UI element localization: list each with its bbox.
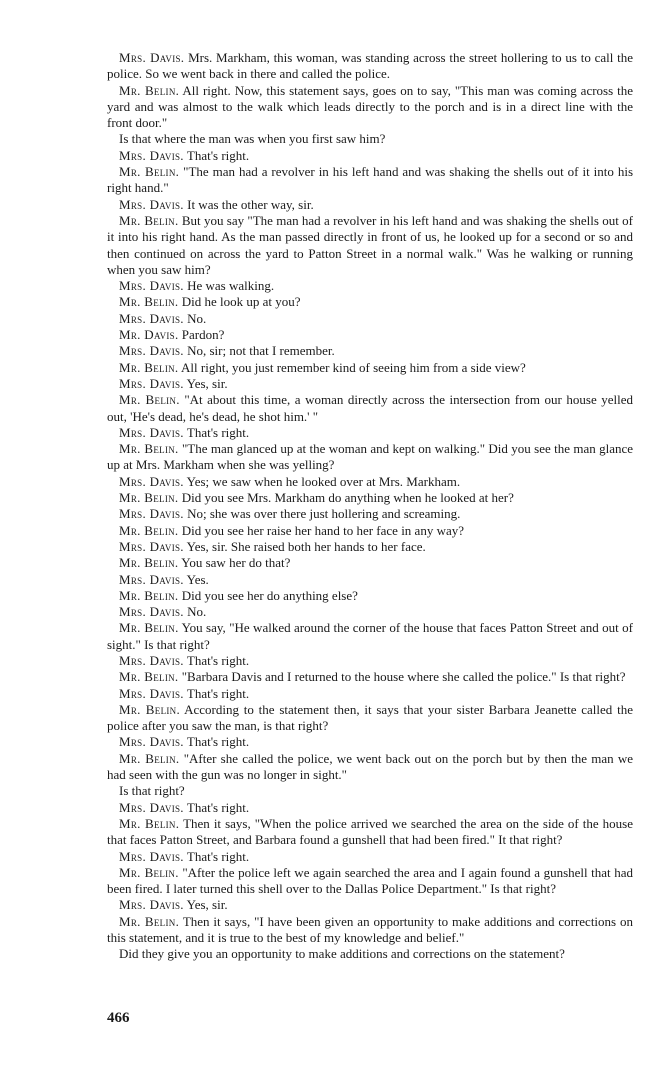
transcript-paragraph (107, 506, 633, 522)
paragraph-text: Yes, sir. (186, 375, 228, 391)
paragraph-text: He was walking. (187, 278, 275, 294)
speaker-label: Mrs. Davis. (119, 538, 184, 554)
paragraph-text: Yes, sir. (186, 897, 228, 913)
speaker-label: Mr. Belin. (119, 701, 181, 717)
paragraph-text: Yes. (186, 571, 209, 587)
paragraph-text: Yes; we saw when he looked over at Mrs. Markham. (186, 473, 461, 489)
paragraph-text: No; she was over there just hollering and screaming. (187, 506, 461, 522)
speaker-label: Mr. Belin. (119, 620, 179, 636)
transcript-paragraph (107, 294, 633, 310)
paragraph-text: But you say "The man had a revolver in his left hand and was shaking the shells out of it into his right hand. As the man passed directly in front of us, he looked up for a second or so and then continued on across the yard to Patton Street in a normal walk." Was he walking or running when you saw him? (107, 212, 633, 277)
transcript-paragraph (107, 441, 633, 474)
transcript-paragraph (107, 800, 633, 816)
transcript-paragraph (107, 197, 633, 213)
transcript-body (107, 50, 633, 963)
paragraph-text: Is that right? (119, 783, 185, 799)
transcript-paragraph (107, 751, 633, 784)
paragraph-text: That's right. (186, 652, 250, 668)
transcript-paragraph (107, 360, 633, 376)
transcript-paragraph (107, 686, 633, 702)
speaker-label: Mrs. Davis. (119, 50, 185, 65)
speaker-label: Mr. Belin. (119, 587, 179, 603)
speaker-label: Mrs. Davis. (119, 343, 184, 359)
paragraph-text: That's right. (186, 424, 250, 440)
transcript-paragraph (107, 946, 633, 962)
paragraph-text: Pardon? (181, 327, 225, 343)
speaker-label: Mrs. Davis. (119, 506, 184, 522)
page-number: 466 (107, 1010, 130, 1026)
paragraph-text: Did they give you an opportunity to make additions and corrections on the statement? (119, 946, 565, 962)
paragraph-text: "After she called the police, we went back out on the porch but by then the man we had seen with the gun was no longer in sight." (107, 750, 633, 783)
paragraph-text: "The man had a revolver in his left hand and was shaking the shells out of it into his right hand." (107, 164, 634, 196)
speaker-label: Mrs. Davis. (119, 375, 184, 391)
paragraph-text: That's right. (186, 147, 250, 163)
paragraph-text: Yes, sir. She raised both her hands to her face. (186, 538, 426, 554)
paragraph-text: It was the other way, sir. (187, 196, 314, 212)
speaker-label: Mr. Belin. (119, 913, 180, 929)
transcript-paragraph (107, 164, 633, 197)
transcript-paragraph (107, 213, 633, 278)
transcript-paragraph (107, 669, 633, 685)
paragraph-text: That's right. (186, 799, 250, 815)
transcript-paragraph (107, 278, 633, 294)
speaker-label: Mr. Belin. (119, 212, 179, 228)
transcript-paragraph (107, 702, 633, 735)
paragraph-text: That's right. (186, 685, 250, 701)
paragraph-text: Is that where the man was when you first saw him? (119, 131, 386, 147)
transcript-paragraph (107, 474, 633, 490)
transcript-paragraph (107, 425, 633, 441)
speaker-label: Mr. Belin. (119, 490, 179, 506)
speaker-label: Mrs. Davis. (119, 473, 184, 489)
transcript-paragraph (107, 620, 633, 653)
paragraph-text: "The man glanced up at the woman and kept on walking." Did you see the man glance up at Mrs. Markham when she was yelling? (107, 441, 634, 473)
speaker-label: Mr. Belin. (119, 815, 180, 831)
speaker-label: Mr. Belin. (119, 164, 180, 180)
speaker-label: Mrs. Davis. (119, 734, 184, 750)
transcript-paragraph (107, 327, 633, 343)
transcript-paragraph (107, 83, 633, 132)
speaker-label: Mr. Belin. (119, 441, 179, 457)
paragraph-text: According to the statement then, it says that your sister Barbara Jeanette called the police after you saw the man, is that right? (107, 701, 633, 734)
speaker-label: Mrs. Davis. (119, 685, 184, 701)
speaker-label: Mr. Belin. (119, 750, 180, 766)
paragraph-text: All right, you just remember kind of seeing him from a side view? (181, 359, 526, 375)
speaker-label: Mr. Davis. (119, 327, 179, 343)
paragraph-text: No. (187, 310, 207, 326)
paragraph-text: Did you see Mrs. Markham do anything when he looked at her? (181, 490, 514, 506)
speaker-label: Mr. Belin. (119, 522, 179, 538)
transcript-paragraph (107, 50, 633, 83)
speaker-label: Mrs. Davis. (119, 799, 184, 815)
transcript-paragraph (107, 311, 633, 327)
paragraph-text: That's right. (186, 848, 250, 864)
speaker-label: Mrs. Davis. (119, 604, 184, 620)
transcript-paragraph (107, 555, 633, 571)
speaker-label: Mrs. Davis. (119, 424, 184, 440)
paragraph-text: No. (187, 604, 207, 620)
transcript-paragraph (107, 376, 633, 392)
paragraph-text: Mrs. Markham, this woman, was standing across the street hollering to us to call the police. So we went back in there and called the police. (107, 50, 633, 82)
transcript-paragraph (107, 588, 633, 604)
transcript-paragraph (107, 734, 633, 750)
speaker-label: Mrs. Davis. (119, 196, 184, 212)
speaker-label: Mr. Belin. (119, 864, 179, 880)
paragraph-text: All right. Now, this statement says, goes on to say, "This man was coming across the yard and was almost to the walk which leads directly to the porch and is in a direct line with the front door." (107, 82, 633, 131)
speaker-label: Mr. Belin. (119, 82, 180, 98)
paragraph-text: "At about this time, a woman directly across the intersection from our house yelled out, 'He's dead, he's dead, he shot him.' " (107, 392, 634, 424)
paragraph-text: You say, "He walked around the corner of the house that faces Patton Street and out of sight." Is that right? (107, 620, 633, 652)
transcript-paragraph (107, 523, 633, 539)
paragraph-text: Then it says, "When the police arrived we searched the area on the side of the house that faces Patton Street, and Barbara found a gunshell that had been fired." It that right? (107, 815, 634, 848)
speaker-label: Mr. Belin. (119, 294, 179, 310)
transcript-paragraph (107, 392, 633, 425)
speaker-label: Mr. Belin. (119, 392, 180, 408)
paragraph-text: You saw her do that? (181, 555, 291, 571)
speaker-label: Mrs. Davis. (119, 571, 184, 587)
speaker-label: Mr. Belin. (119, 555, 179, 571)
transcript-paragraph (107, 653, 633, 669)
speaker-label: Mrs. Davis. (119, 278, 184, 294)
speaker-label: Mr. Belin. (119, 359, 179, 375)
speaker-label: Mrs. Davis. (119, 897, 184, 913)
transcript-paragraph (107, 539, 633, 555)
transcript-paragraph (107, 131, 633, 147)
transcript-paragraph (107, 914, 633, 947)
speaker-label: Mr. Belin. (119, 669, 179, 685)
transcript-paragraph (107, 148, 633, 164)
paragraph-text: "Barbara Davis and I returned to the house where she called the police." Is that right? (181, 669, 626, 685)
paragraph-text: Did you see her do anything else? (181, 587, 358, 603)
speaker-label: Mrs. Davis. (119, 310, 184, 326)
speaker-label: Mrs. Davis. (119, 848, 184, 864)
transcript-paragraph (107, 849, 633, 865)
paragraph-text: Did you see her raise her hand to her face in any way? (181, 522, 465, 538)
paragraph-text: That's right. (186, 734, 250, 750)
transcript-paragraph (107, 783, 633, 799)
transcript-paragraph (107, 897, 633, 913)
paragraph-text: Did he look up at you? (181, 294, 301, 310)
transcript-paragraph (107, 490, 633, 506)
speaker-label: Mrs. Davis. (119, 147, 184, 163)
transcript-paragraph (107, 343, 633, 359)
speaker-label: Mrs. Davis. (119, 652, 184, 668)
transcript-paragraph (107, 865, 633, 898)
transcript-paragraph (107, 572, 633, 588)
paragraph-text: No, sir; not that I remember. (187, 343, 335, 359)
paragraph-text: "After the police left we again searched the area and I again found a gunshell that had been fired. I later turned this shell over to the Dallas Police Department." Is that right? (107, 864, 634, 897)
paragraph-text: Then it says, "I have been given an opportunity to make additions and corrections on this statement, and it is true to the best of my knowledge and belief." (107, 913, 633, 946)
transcript-paragraph (107, 816, 633, 849)
transcript-paragraph (107, 604, 633, 620)
